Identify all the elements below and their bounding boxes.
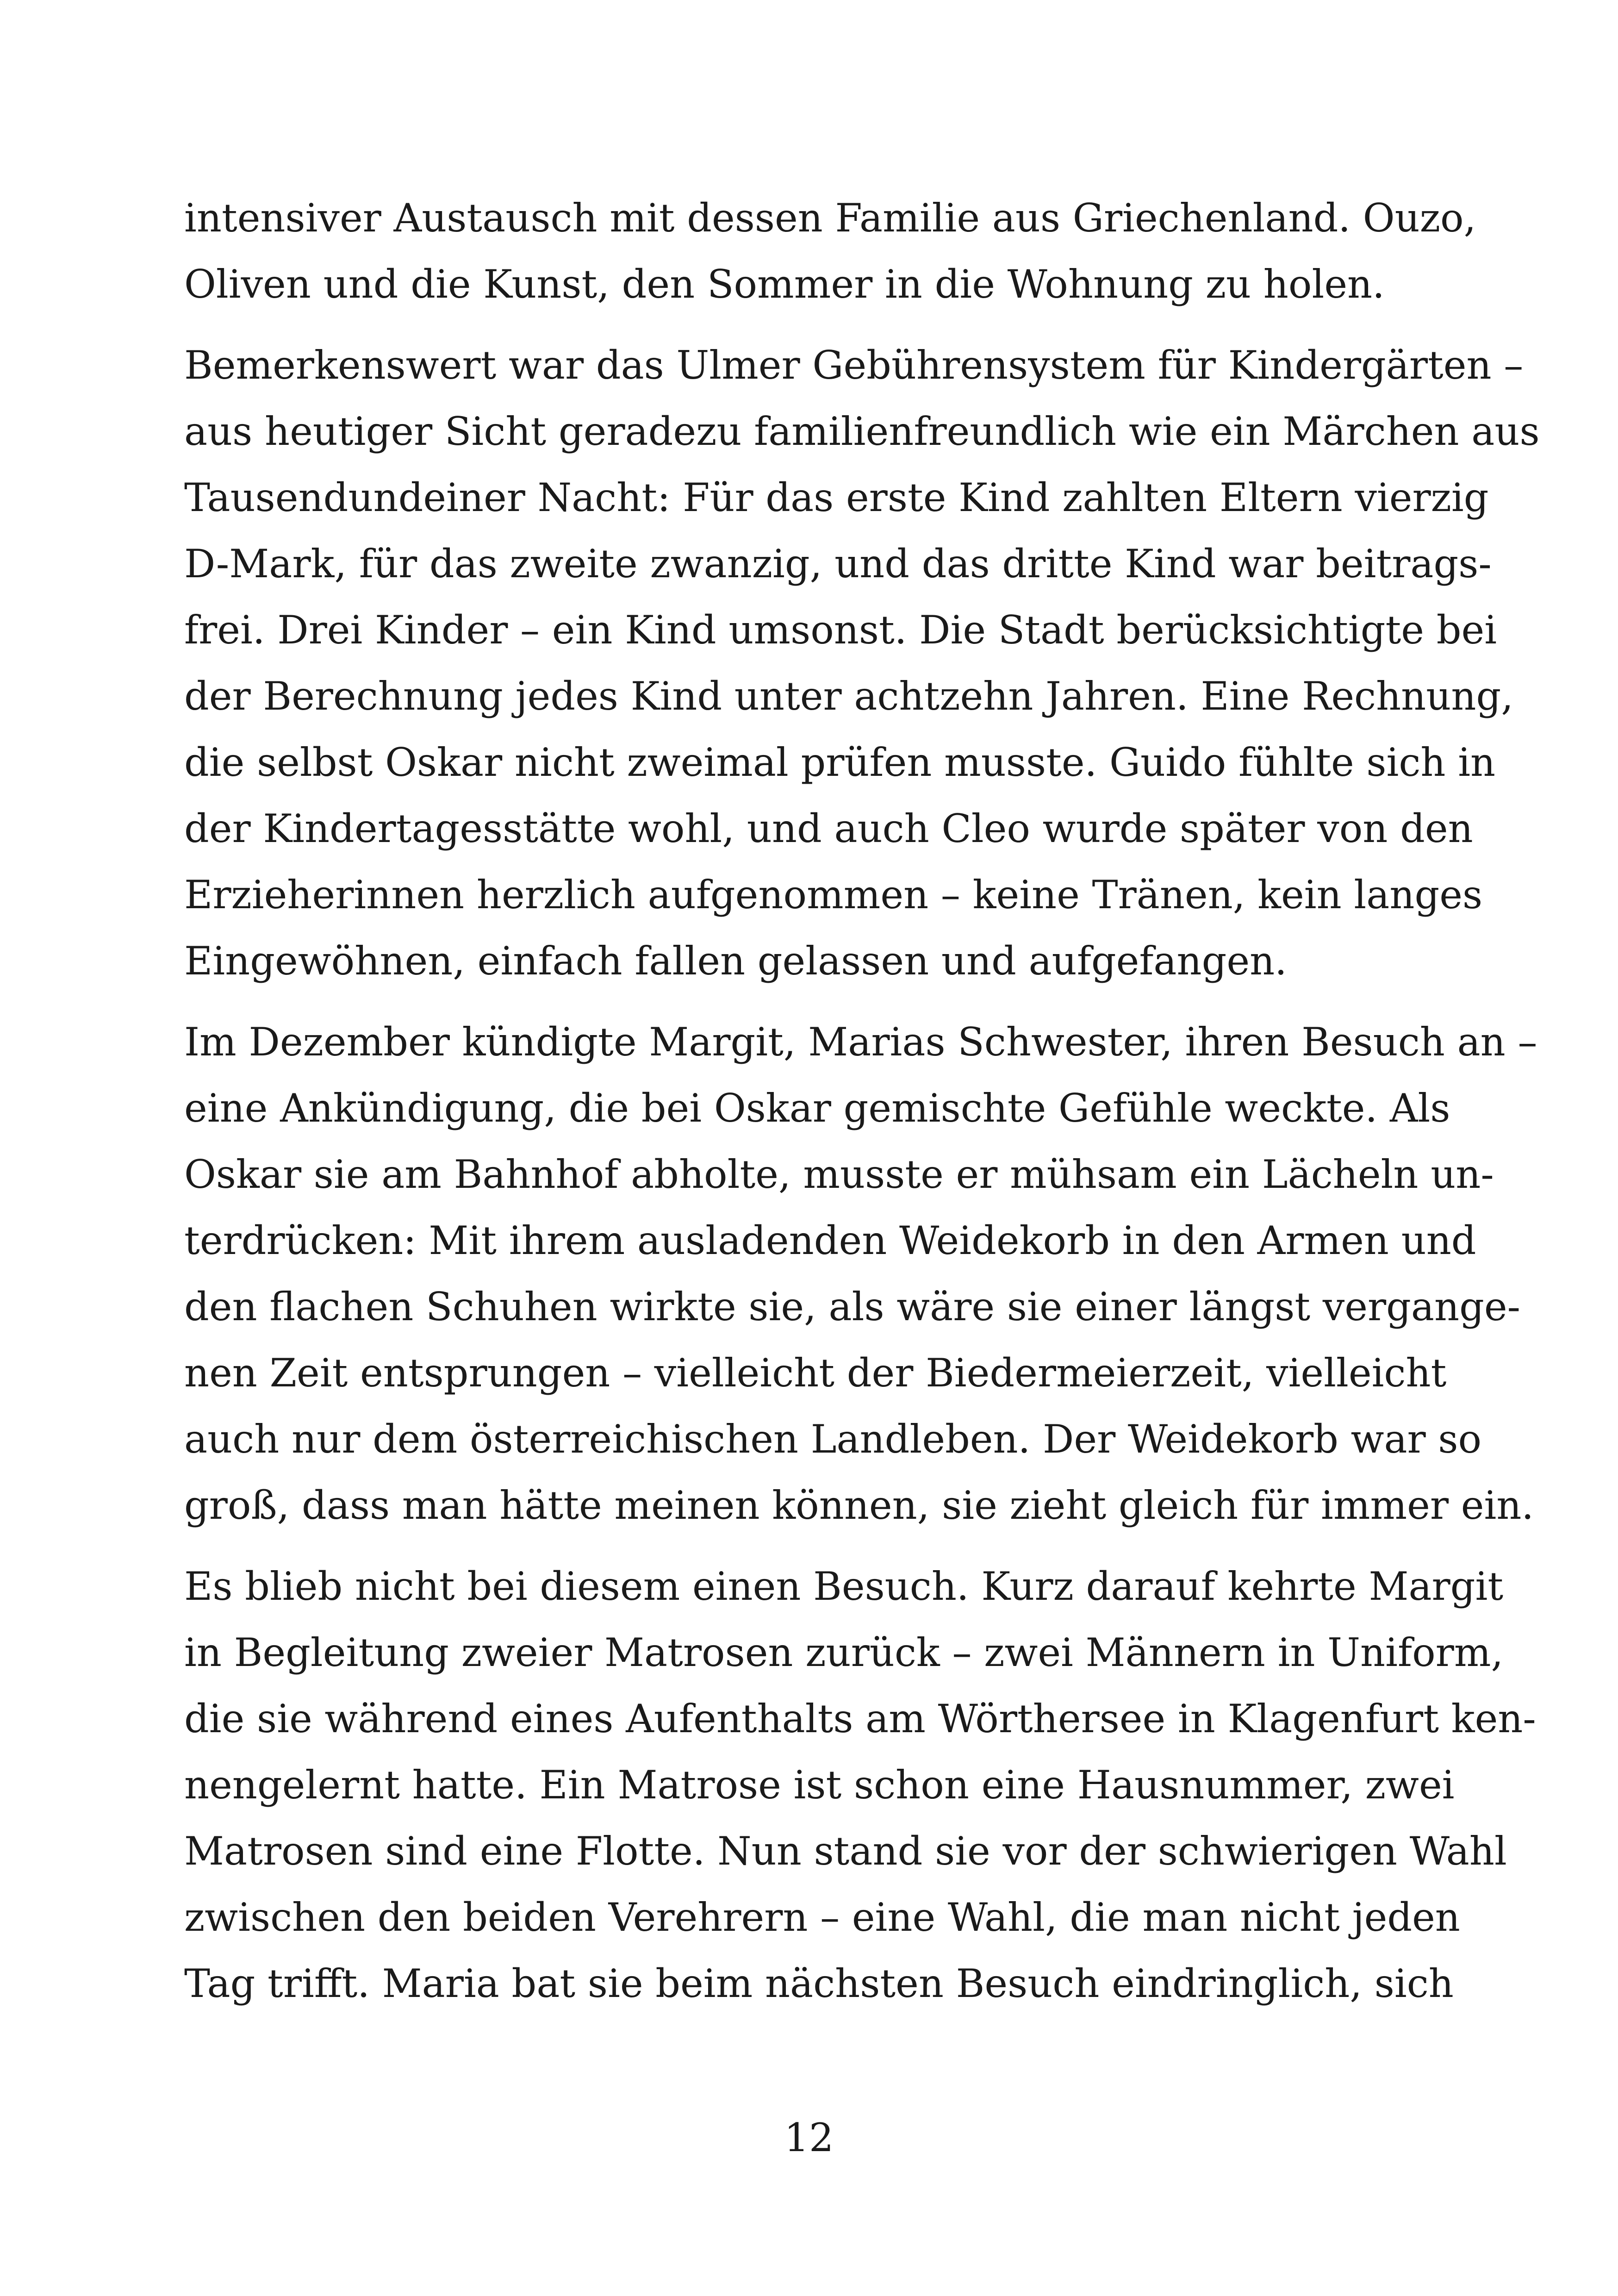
text-line: frei. Drei Kinder – ein Kind umsonst. Die Stadt berücksichtigte bei bbox=[184, 607, 1497, 653]
text-line: Tausendundeiner Nacht: Für das erste Kind zahlten Eltern vierzig bbox=[184, 475, 1489, 520]
text-line: Bemerkenswert war das Ulmer Gebührensystem für Kindergärten – bbox=[184, 343, 1524, 388]
text-line: aus heutiger Sicht geradezu familienfreundlich wie ein Märchen aus bbox=[184, 409, 1540, 454]
paragraph-4 bbox=[184, 1554, 1536, 2017]
text-line: die sie während eines Aufenthalts am Wörthersee in Klagenfurt ken- bbox=[184, 1696, 1536, 1741]
text-line: nengelernt hatte. Ein Matrose ist schon eine Hausnummer, zwei bbox=[184, 1762, 1455, 1808]
text-line: in Begleitung zweier Matrosen zurück – zwei Männern in Uniform, bbox=[184, 1630, 1504, 1675]
text-line: Tag trifft. Maria bat sie beim nächsten Besuch eindringlich, sich bbox=[184, 1961, 1454, 2006]
text-line: auch nur dem österreichischen Landleben. Der Weidekorb war so bbox=[184, 1416, 1482, 1462]
text-line: nen Zeit entsprungen – vielleicht der Biedermeierzeit, vielleicht bbox=[184, 1350, 1447, 1396]
text-line: Im Dezember kündigte Margit, Marias Schwester, ihren Besuch an – bbox=[184, 1019, 1537, 1065]
text-line: Erzieherinnen herzlich aufgenommen – keine Tränen, kein langes bbox=[184, 872, 1483, 917]
text-line: der Kindertagesstätte wohl, und auch Cleo wurde später von den bbox=[184, 806, 1473, 851]
text-line: Oskar sie am Bahnhof abholte, musste er mühsam ein Lächeln un- bbox=[184, 1152, 1494, 1197]
text-line: eine Ankündigung, die bei Oskar gemischte Gefühle weckte. Als bbox=[184, 1086, 1450, 1131]
paragraph-3 bbox=[184, 1009, 1537, 1539]
text-line: Matrosen sind eine Flotte. Nun stand sie vor der schwierigen Wahl bbox=[184, 1828, 1507, 1874]
paragraph-2 bbox=[184, 332, 1540, 994]
page-number: 12 bbox=[784, 2115, 834, 2160]
text-line: der Berechnung jedes Kind unter achtzehn Jahren. Eine Rechnung, bbox=[184, 674, 1513, 719]
text-line: den flachen Schuhen wirkte sie, als wäre sie einer längst vergange- bbox=[184, 1284, 1520, 1329]
text-line: terdrücken: Mit ihrem ausladenden Weidekorb in den Armen und bbox=[184, 1218, 1476, 1263]
text-line: die selbst Oskar nicht zweimal prüfen musste. Guido fühlte sich in bbox=[184, 740, 1496, 785]
text-line: Eingewöhnen, einfach fallen gelassen und aufgefangen. bbox=[184, 938, 1287, 984]
text-line: zwischen den beiden Verehrern – eine Wahl, die man nicht jeden bbox=[184, 1895, 1460, 1940]
text-line: D-Mark, für das zweite zwanzig, und das dritte Kind war beitrags- bbox=[184, 541, 1492, 586]
text-line: Oliven und die Kunst, den Sommer in die Wohnung zu holen. bbox=[184, 262, 1385, 307]
text-line: groß, dass man hätte meinen können, sie zieht gleich für immer ein. bbox=[184, 1483, 1534, 1528]
paragraph-1 bbox=[184, 185, 1476, 318]
text-line: Es blieb nicht bei diesem einen Besuch. Kurz darauf kehrte Margit bbox=[184, 1564, 1504, 1609]
body-text bbox=[184, 185, 1540, 2032]
text-line: intensiver Austausch mit dessen Familie aus Griechenland. Ouzo, bbox=[184, 195, 1476, 241]
